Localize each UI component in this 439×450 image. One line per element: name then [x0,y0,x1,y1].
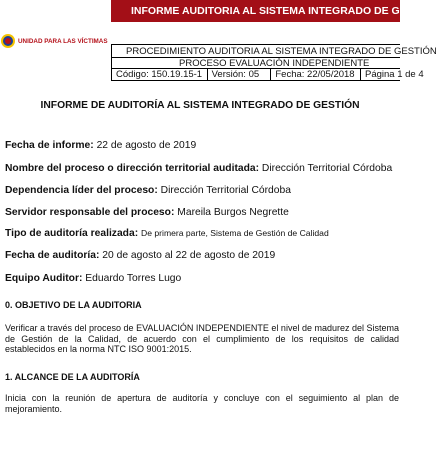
logo-text: UNIDAD PARA LAS VÍCTIMAS [18,37,108,45]
section-text-scope: Inicia con la reunión de apertura de auditoría y concluye con el seguimiento al plan de mejoramiento. [5,393,399,414]
field-process-name [5,163,392,174]
header-procedure: PROCEDIMIENTO AUDITORIA AL SISTEMA INTEGRADO DE GESTIÓN [111,44,400,58]
header-page: Página 1 de 4 [365,69,424,80]
header-title: INFORME AUDITORIA AL SISTEMA INTEGRADO DE GESTIÓN [111,0,400,22]
field-responsible-officer [5,207,289,218]
unidad-victimas-logo-icon [0,33,16,49]
header-version: Versión: 05 [208,69,272,80]
field-audit-date [5,250,275,261]
field-label: Fecha de auditoría: [5,250,100,261]
field-value: 20 de agosto al 22 de agosto de 2019 [102,250,276,261]
document-header [0,0,439,82]
field-label: Equipo Auditor: [5,273,83,284]
field-label: Fecha de informe: [5,140,94,151]
field-value: 22 de agosto de 2019 [96,140,197,151]
field-value: Dirección Territorial Córdoba [261,163,393,174]
header-process: PROCESO EVALUACIÓN INDEPENDIENTE [111,57,400,68]
section-heading-objective: 0. OBJETIVO DE LA AUDITORIA [5,300,142,310]
field-label: Dependencia líder del proceso: [5,185,158,196]
document-title: INFORME DE AUDITORÍA AL SISTEMA INTEGRADO DE GESTIÓN [40,100,360,111]
field-value: Mareila Burgos Negrette [177,207,289,218]
header-date: Fecha: 22/05/2018 [271,69,361,80]
field-label: Servidor responsable del proceso: [5,207,175,218]
field-audit-type [5,228,329,239]
field-audit-team [5,273,181,284]
field-report-date [5,140,196,151]
field-value: Dirección Territorial Córdoba [160,185,291,196]
header-meta-row [111,68,424,81]
header-code: Código: 150.19.15-1 [112,69,208,80]
logo [0,30,108,52]
section-text-objective: Verificar a través del proceso de EVALUACIÓN INDEPENDIENTE el nivel de madurez del Sistema de Gestión de la Calidad, de acuerdo con el cumplimiento de los requisitos de calidad establecidos en la norma NTC ISO 9001:2015. [5,323,399,355]
field-label: Tipo de auditoría realizada: [5,228,139,239]
field-label: Nombre del proceso o dirección territorial auditada: [5,163,260,174]
field-lead-dependency [5,185,291,196]
field-value: Eduardo Torres Lugo [85,273,182,284]
section-heading-scope: 1. ALCANCE DE LA AUDITORÍA [5,372,140,382]
field-value: De primera parte, Sistema de Gestión de Calidad [141,228,329,238]
